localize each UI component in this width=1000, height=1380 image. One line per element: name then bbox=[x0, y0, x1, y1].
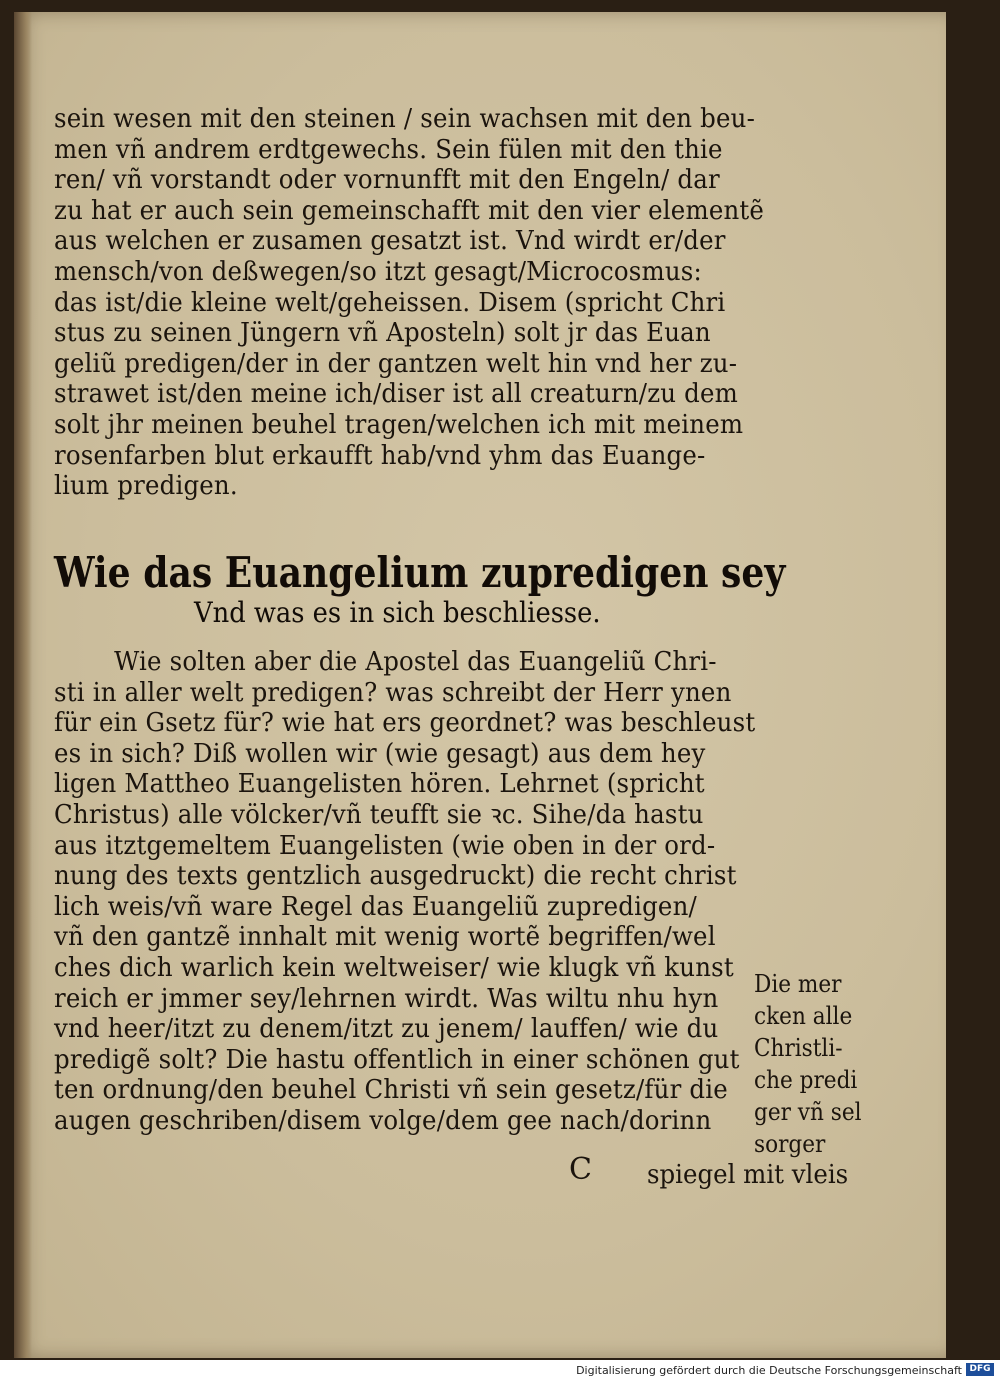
paragraph-line: lich weis/vñ ware Regel das Euangeliũ zupredigen/ bbox=[54, 891, 697, 922]
signature-mark: C bbox=[569, 1152, 592, 1187]
body-line: geliũ predigen/der in der gantzen welt hin vnd her zu- bbox=[54, 348, 738, 379]
margin-note-line: Christli- bbox=[754, 1034, 843, 1062]
margin-note-line: cken alle bbox=[754, 1002, 853, 1030]
body-line: strawet ist/den meine ich/diser ist all creaturn/zu dem bbox=[54, 379, 739, 410]
body-line: sein wesen mit den steinen / sein wachsen mit den beu- bbox=[54, 104, 756, 134]
paragraph-line: nung des texts gentzlich ausgedruckt) die recht christ bbox=[54, 861, 737, 892]
paragraph-line: Christus) alle völcker/vñ teufft sie ꝛc. Sihe/da hastu bbox=[54, 799, 704, 830]
margin-note-line: Die mer bbox=[754, 970, 842, 998]
body-line: men vñ andrem erdtgewechs. Sein fülen mit den thie bbox=[54, 134, 723, 165]
paragraph-line: ten ordnung/den beuhel Christi vñ sein gesetz/für die bbox=[54, 1075, 728, 1106]
margin-note-line: ger vñ sel bbox=[754, 1098, 862, 1126]
section-heading-block bbox=[54, 550, 814, 630]
page-binding-shadow bbox=[14, 12, 32, 1358]
paragraph-line: aus itztgemeltem Euangelisten (wie oben in der ord- bbox=[54, 830, 716, 861]
body-line: lium predigen. bbox=[54, 471, 238, 502]
paragraph-line: Wie solten aber die Apostel das Euangeliũ Chri- bbox=[114, 647, 717, 677]
paragraph-line: augen geschriben/disem volge/dem gee nach/dorinn bbox=[54, 1105, 712, 1136]
body-line: stus zu seinen Jüngern vñ Aposteln) solt jr das Euan bbox=[54, 318, 711, 349]
paragraph-line: predigẽ solt? Die hastu offentlich in einer schönen gut bbox=[54, 1044, 740, 1075]
paragraph-block bbox=[54, 647, 774, 1137]
paragraph-line: es in sich? Diß wollen wir (wie gesagt) aus dem hey bbox=[54, 738, 706, 769]
footer-bar bbox=[0, 1360, 1000, 1380]
body-line: aus welchen er zusamen gesatzt ist. Vnd wirdt er/der bbox=[54, 226, 726, 257]
body-line: solt jhr meinen beuhel tragen/welchen ich mit meinem bbox=[54, 409, 744, 440]
paragraph-line: sti in aller welt predigen? was schreibt der Herr ynen bbox=[54, 677, 732, 708]
paragraph-line: reich er jmmer sey/lehrnen wirdt. Was wiltu nhu hyn bbox=[54, 983, 719, 1014]
paragraph-line: für ein Gsetz für? wie hat ers geordnet? was beschleust bbox=[54, 708, 756, 739]
catchword: spiegel mit vleis bbox=[647, 1160, 849, 1190]
body-line: ren/ vñ vorstandt oder vornunfft mit den Engeln/ dar bbox=[54, 165, 720, 196]
body-line: rosenfarben blut erkaufft hab/vnd yhm das Euange- bbox=[54, 440, 706, 471]
margin-note-line: sorger bbox=[754, 1130, 826, 1158]
section-subheading: Vnd was es in sich beschliesse. bbox=[194, 596, 601, 629]
margin-note bbox=[754, 968, 884, 1160]
paragraph-line: vñ den gantzẽ innhalt mit wenig wortẽ begriffen/wel bbox=[54, 922, 716, 953]
paragraph-line: ches dich warlich kein weltweiser/ wie klugk vñ kunst bbox=[54, 952, 734, 983]
paragraph-line: vnd heer/itzt zu denem/itzt zu jenem/ lauffen/ wie du bbox=[54, 1014, 719, 1045]
body-line: zu hat er auch sein gemeinschafft mit den vier elementẽ bbox=[54, 195, 765, 226]
section-heading: Wie das Euangelium zupredigen sey bbox=[54, 548, 786, 597]
margin-note-line: che predi bbox=[754, 1066, 858, 1094]
dfg-logo: DFG bbox=[966, 1363, 994, 1376]
body-line: das ist/die kleine welt/geheissen. Disem (spricht Chri bbox=[54, 287, 726, 318]
body-text-block bbox=[54, 104, 794, 502]
paragraph-line: ligen Mattheo Euangelisten hören. Lehrnet (spricht bbox=[54, 769, 705, 800]
body-line: mensch/von deßwegen/so itzt gesagt/Microcosmus: bbox=[54, 256, 702, 287]
footer-credit-text: Digitalisierung gefördert durch die Deutsche Forschungsgemeinschaft bbox=[576, 1364, 962, 1377]
